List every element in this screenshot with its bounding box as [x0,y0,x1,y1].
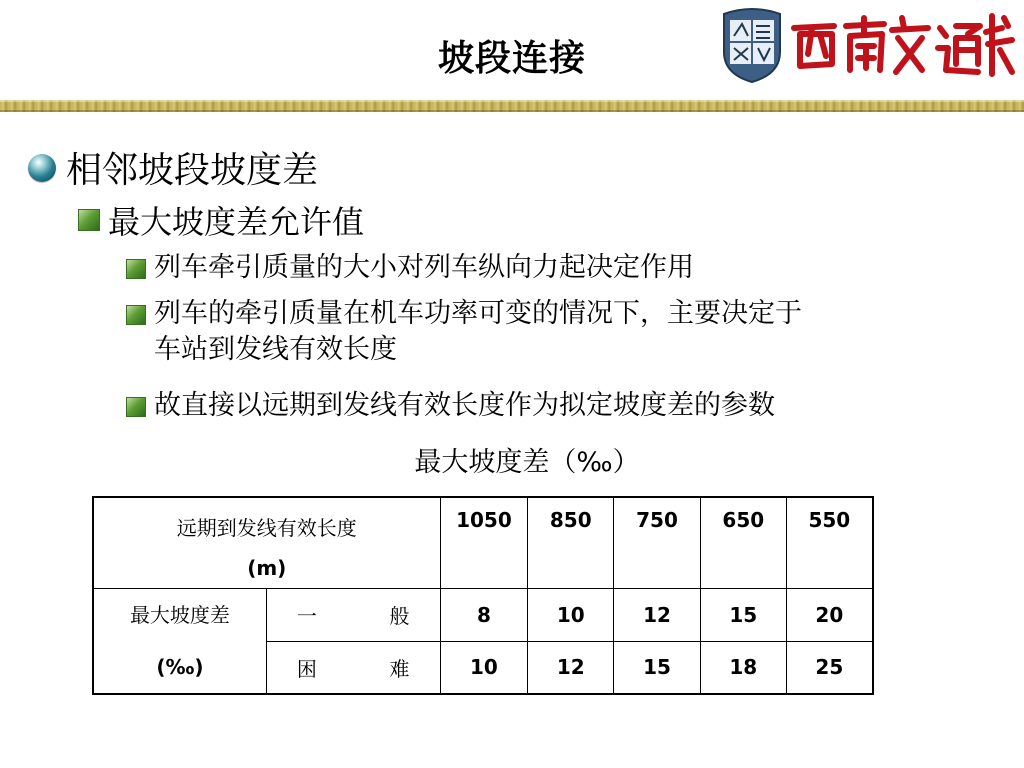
bullet-text-line1: 列车的牵引质量在机车功率可变的情况下，主要决定于 [154,298,802,329]
table-cell: 12 [528,641,614,694]
condition-cell [266,589,440,642]
condition-char: 困 [296,656,317,681]
outline-level2 [78,197,364,243]
length-header-label: 远期到发线有效长度 [176,516,357,540]
sphere-bullet-icon [28,154,56,182]
length-value: 550 [786,497,873,589]
logo-calligraphy [794,16,1012,74]
length-value: 1050 [440,497,528,589]
square-bullet-icon [126,397,146,417]
condition-char: 难 [389,656,410,681]
emblem-icon [724,9,780,82]
outline-bullet-3 [126,388,775,424]
table-cell: 25 [786,641,873,694]
gradient-difference-table [92,496,874,695]
bullet-text [154,296,802,368]
bullet-text: 故直接以远期到发线有效长度作为拟定坡度差的参数 [154,390,775,421]
table-cell: 18 [700,641,786,694]
square-bullet-icon [126,259,146,279]
table-cell: 10 [528,589,614,642]
table-cell: 20 [786,589,873,642]
outline-level1 [28,142,318,193]
row-group-label: 最大坡度差 [129,603,230,627]
table-header-row [93,497,873,589]
table-caption: 最大坡度差（‰） [414,447,640,478]
table-cell: 8 [440,589,528,642]
level2-text: 最大坡度差允许值 [108,203,365,241]
university-logo [716,4,1016,84]
length-value: 750 [614,497,701,589]
table-cell: 15 [700,589,786,642]
condition-char: 般 [389,604,410,629]
table-cell: 12 [614,589,701,642]
outline-bullet-2 [126,296,802,368]
condition-cell [266,641,440,694]
square-bullet-icon [126,305,146,325]
square-bullet-icon [78,209,100,231]
table-cell: 10 [440,641,528,694]
outline-bullet-1 [126,250,694,286]
row-group-cell [93,589,266,695]
condition-char: 一 [296,604,317,629]
length-value: 650 [700,497,786,589]
bullet-text-line2: 车站到发线有效长度 [154,334,397,365]
length-value: 850 [528,497,614,589]
slide-title: 坡段连接 [437,38,586,79]
table-cell: 15 [614,641,701,694]
title-divider [0,100,1024,112]
length-header-cell [93,497,440,589]
row-group-unit: (‰) [156,655,204,679]
bullet-text: 列车牵引质量的大小对列车纵向力起决定作用 [154,252,694,283]
length-header-unit: (m) [247,556,287,580]
level1-text: 相邻坡段坡度差 [66,150,319,191]
table-row [93,589,873,642]
